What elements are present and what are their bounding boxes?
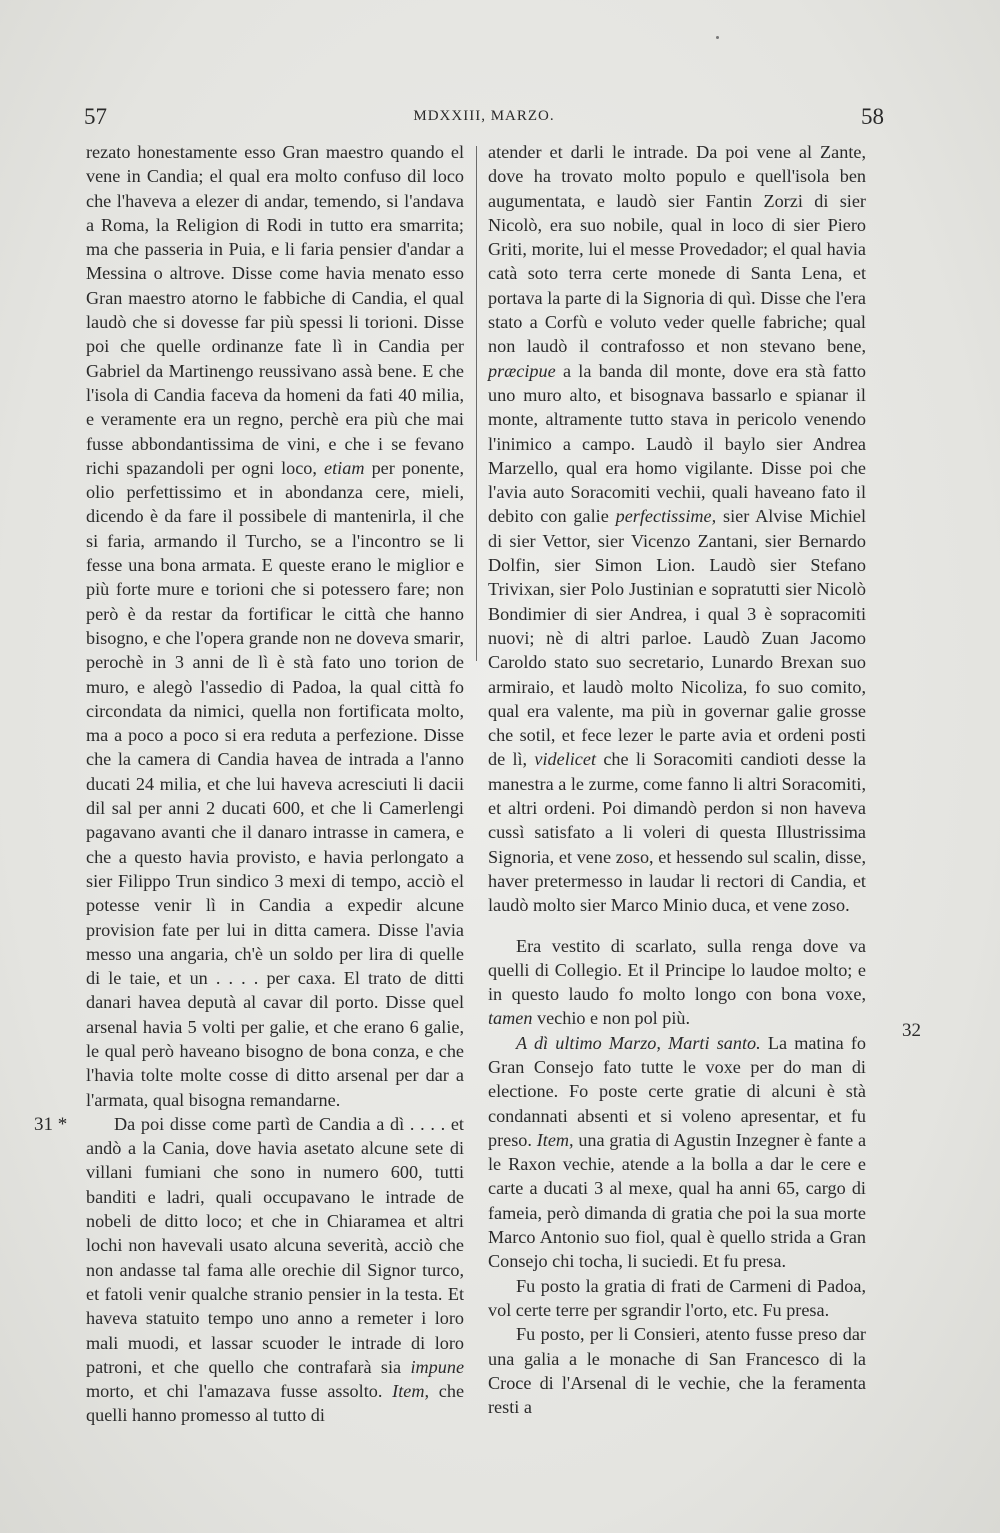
page-number-right: 58 bbox=[861, 104, 884, 129]
right-paragraph-3: A dì ultimo Marzo, Marti santo. La matina fo Gran Consejo fato tutte le voxe per do man di electione. Fo poste certe gratie di alcuni è stà condannati absenti et si voleno apresentar, et fu preso. Item, una gratia di Agustin Inzegner è fante a le Raxon vechie, atende a la bolla a dar le cere e carte a ducati 3 al mexe, qual ha anni 65, cargo di fameia, però dimanda di gratia che poi la sua morte Marco Antonio suo fiol, qual è quello strida a Gran Consejo chi tocha, li suciedi. Et fu presa. bbox=[488, 1032, 867, 1272]
page-header bbox=[84, 104, 884, 134]
right-paragraph-1: atender et darli le intrade. Da poi vene al Zante, dove ha trovato molto populo e quell'isola ben augumentata, e laudò sier Fantin Zorzi di sier Nicolò, era suo nobile, qual in loco di sier Piero Griti, morite, lui el messe Provedador; el qual havia catà soto terra certe monede di Santa Lena, et portava la parte di la Signoria di quì. Disse che l'era stato a Corfù e voluto veder quelle fabriche; qual non laudò il contrafosso et non stevano bene, præcipue a la banda dil monte, dove era stà fatto uno muro alto, et bisognava bassarlo e spianar il monte, altramente tutto stava in pericolo venendo l'inimico a campo. Laudò il baylo sier Andrea Marzello, qual era homo vigilante. Disse poi che l'avia auto Soracomiti vechii, quali haveano fato il debito con galie perfectissime, sier Alvise Michiel di sier Vettor, sier Vicenzo Zantani, sier Bernardo Dolfin, sier Simon Lion. Laudò sier Stefano Trivixan, sier Polo Justinian e sopratutti sier Nicolò Bondimier di sier Andrea, i qual 3 è sopracomiti nuovi; nè di altri parloe. Laudò Zuan Jacomo Caroldo stato suo secretario, Lunardo Brexan suo armiraio, et laudò molto Nicoliza, fo suo comito, qual era valente, ma più in governar galie grosse che sotil, et fece lezer le parte avia et ordeni posti de lì, videlicet che li Soracomiti candioti desse la manestra a le zurme, come fanno li altri Soracomiti, et altri ordeni. Poi dimandò perdon si non haveva cussì satisfato a li voleri di questa Illustrissima Signoria, et vene zoso, et hessendo sul scalin, disse, haver pretermesso in laudar li rectori di Candia, et laudò molto sier Marco Minio duca, et vene zoso. bbox=[488, 142, 867, 916]
right-column bbox=[488, 140, 866, 1419]
column-divider bbox=[476, 146, 477, 661]
margin-number-right: 32 bbox=[902, 1020, 921, 1041]
speck bbox=[716, 36, 719, 39]
left-paragraph-2: Da poi disse come partì de Candia a dì . . . . et andò a la Cania, dove havia asetato alcune sete di villani fumiani che sono in numero 600, tutti banditi e ladri, quali occupavano le intrade de nobeli de ditto loco; et che in Chiaramea et altri lochi non havevali usato alcuna severità, acciò che non andasse tal fama alle orechie dil Signor turco, et fatoli venir qualche stranio pensier in la testa. Et haveva statuito tempo uno anno a remeter i loro mali muodi, et lassar scuoder le intrade di loro patroni, et che quello che contrafarà sia impune morto, et chi l'amazava fusse assolto. Item, che quelli hanno promesso al tutto di bbox=[86, 1113, 465, 1426]
left-column bbox=[86, 140, 464, 1428]
right-paragraph-5: Fu posto, per li Consieri, atento fusse preso dar una galia a le monache di San Francesco di la Croce di l'Arsenal di le vechie, che la feramenta resti a bbox=[488, 1324, 866, 1418]
paragraph-gap bbox=[488, 918, 866, 934]
page-number-left: 57 bbox=[84, 104, 107, 129]
margin-number-left: 31 * bbox=[34, 1114, 68, 1135]
right-paragraph-2: Era vestito di scarlato, sulla renga dove va quelli di Collegio. Et il Principe lo laudoe molto; e in questo laudo fo molto longo con bona voxe, tamen vechio e non pol più. bbox=[488, 935, 866, 1029]
left-paragraph-1: rezato honestamente esso Gran maestro quando el vene in Candia; el qual era molto confuso dil loco che l'haveva a elezer di andar, temendo, si l'andava a Roma, la Religion di Rodi in tutto era smarrita; ma che passeria in Puia, e li faria pensier d'andar a Messina o altrove. Disse come havia menato esso Gran maestro atorno le fabbiche di Candia, el qual laudò che si dovesse far più spessi li torioni. Disse poi che quelle ordinanze fate lì in Candia per Gabriel da Martinengo reussivano assà bene. E che l'isola di Candia faceva da homeni da fati 40 milia, e veramente era un regno, perchè era più che mai fusse abbondantissima de vini, e che i se fevano richi spazandoli per ogni loco, etiam per ponente, olio perfettissimo et in abondanza cere, mieli, dicendo è da fare il possibele di mantenirla, il che si faria, armando il Turcho, se a l'incontro se li fesse una bona armata. E queste erano le miglior e più forte mure e torioni che si potessero fare; non però è da restar da fortificar le città che hanno bisogno, e che l'opera grande non ne doveva smarir, perochè in 3 anni de lì è stà fato uno torion de muro, e alegò l'assedio di Padoa, la qual città fo circondata da nimici, quella non fortificata molto, ma a poco a poco si era reduta a perfezione. Disse che la camera di Candia havea de intrada a l'anno ducati 24 milia, et che lui haveva acresciuti li dacii dil sal per anni 2 ducati 600, et che li Camerlengi pagavano avanti che il danaro intrasse in camera, e che a questo havia provisto, e havia perlongato a sier Filippo Trun sindico 3 mexi di tempo, acciò el potesse venir lì in Candia a expedir alcune provision fate per lui in ditta camera. Disse l'avia messo una angaria, ch'è un soldo per lira di quelle di le taie, et un . . . . per caxa. El trato de ditti danari havea deputà al cavar dil porto. Disse quel arsenal havia 5 volti per galie, et che erano 6 galie, le qual però haveano bisogno de bona conza, e che l'havia tolte molte cosse di ditto arsenal per dar a l'armata, qual bisogna remandarne. bbox=[86, 142, 465, 1110]
running-title: MDXXIII, MARZO. bbox=[413, 108, 555, 124]
right-paragraph-4: Fu posto la gratia di frati de Carmeni di Padoa, vol certe terre per sgrandir l'orto, etc. Fu presa. bbox=[488, 1275, 866, 1320]
